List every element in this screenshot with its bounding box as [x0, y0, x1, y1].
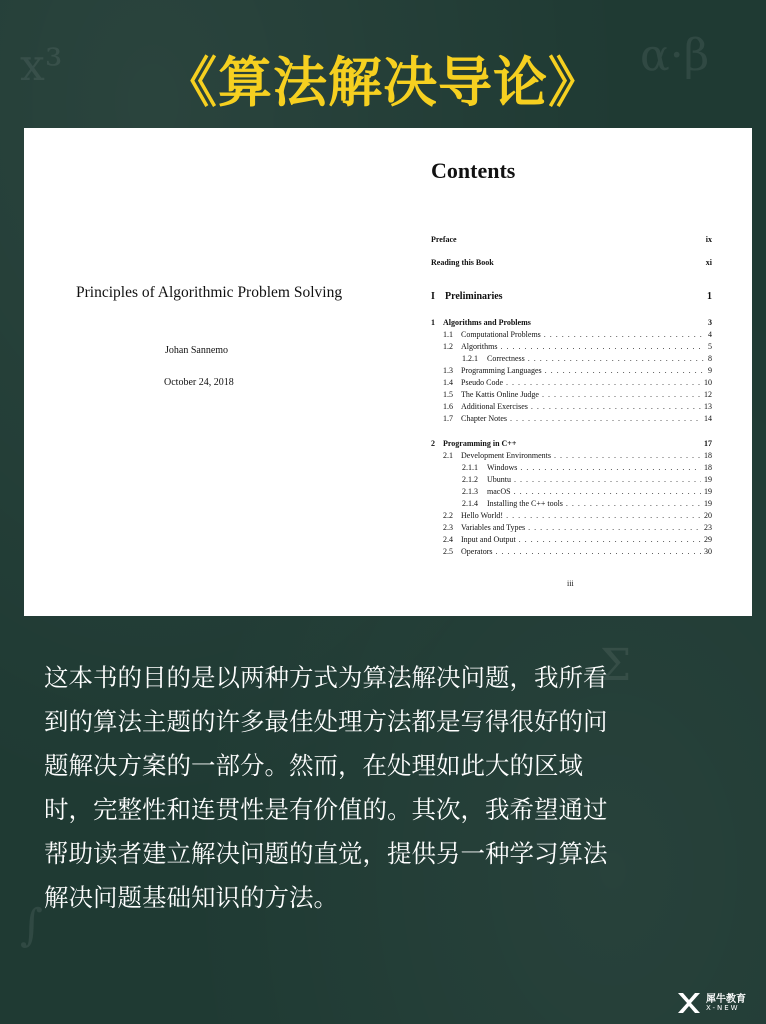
book-title: Principles of Algorithmic Problem Solving	[76, 284, 343, 301]
book-date: October 24, 2018	[164, 377, 234, 388]
toc-entry: 1.6 Additional Exercises . . . 13	[431, 402, 712, 411]
book-page-image	[24, 128, 752, 616]
chalk-doodle: ∫	[20, 900, 43, 951]
brand-logo	[676, 990, 756, 1016]
description-line: 帮助读者建立解决问题的直觉，提供另一种学习算法	[44, 839, 608, 868]
toc-entry: 1.7 Chapter Notes . . . 14	[431, 414, 712, 423]
toc-entry: 1.4 Pseudo Code . . . 10	[431, 378, 712, 387]
toc-entry: 2.2 Hello World! . . . 20	[431, 511, 712, 520]
toc-entry: 2.1.2 Ubuntu . . . 19	[431, 475, 712, 484]
toc-entry: 1.2 Algorithms . . . 5	[431, 342, 712, 351]
book-author: Johan Sannemo	[165, 345, 229, 356]
toc-entry: 2.3 Variables and Types . . . 23	[431, 523, 712, 532]
description-line: 到的算法主题的许多最佳处理方法都是写得很好的问	[44, 707, 608, 736]
description-line: 这本书的目的是以两种方式为算法解决问题，我所看	[44, 663, 608, 692]
description-line: 解决问题基础知识的方法。	[44, 883, 338, 912]
toc-entry: 2.1.4 Installing the C++ tools . . . 19	[431, 499, 712, 508]
description-line: 题解决方案的一部分。然而，在处理如此大的区域	[44, 751, 583, 780]
toc-entry: 2.4 Input and Output . . . 29	[431, 535, 712, 544]
description-text	[44, 656, 734, 920]
toc-entry: 2.1.3 macOS . . . 19	[431, 487, 712, 496]
toc-entry: 2.1.1 Windows . . . 18	[431, 463, 712, 472]
chalk-doodle: α·β	[640, 30, 710, 81]
toc-entry: 2 Programming in C++ 17	[431, 439, 712, 448]
chalk-doodle: Σ	[600, 640, 632, 691]
toc-entry: 1.1 Computational Problems . . . 4	[431, 330, 712, 339]
chalk-doodle: x³	[20, 40, 63, 91]
brand-sub: X-NEW	[706, 1003, 740, 1012]
toc-entry: 2.1 Development Environments . . . 18	[431, 451, 712, 460]
description-line: 时，完整性和连贯性是有价值的。其次，我希望通过	[44, 795, 608, 824]
brand-x-icon	[676, 991, 702, 1015]
toc-entry: I Preliminaries 1	[431, 291, 712, 302]
toc-entry: 1.3 Programming Languages . . . 9	[431, 366, 712, 375]
toc-entry: Preface ix	[431, 235, 712, 244]
toc-entry: 1.2.1 Correctness . . . 8	[431, 354, 712, 363]
brand-name: 犀牛教育	[706, 993, 746, 1005]
toc-entry: 2.5 Operators . . . 30	[431, 547, 712, 556]
toc-entry: 1 Algorithms and Problems 3	[431, 318, 712, 327]
contents-heading: Contents	[431, 158, 516, 183]
toc-entry: Reading this Book xi	[431, 258, 712, 267]
page-title: 《算法解决导论》	[163, 51, 603, 114]
page-number: iii	[567, 579, 574, 588]
toc-entry: 1.5 The Kattis Online Judge . . . 12	[431, 390, 712, 399]
